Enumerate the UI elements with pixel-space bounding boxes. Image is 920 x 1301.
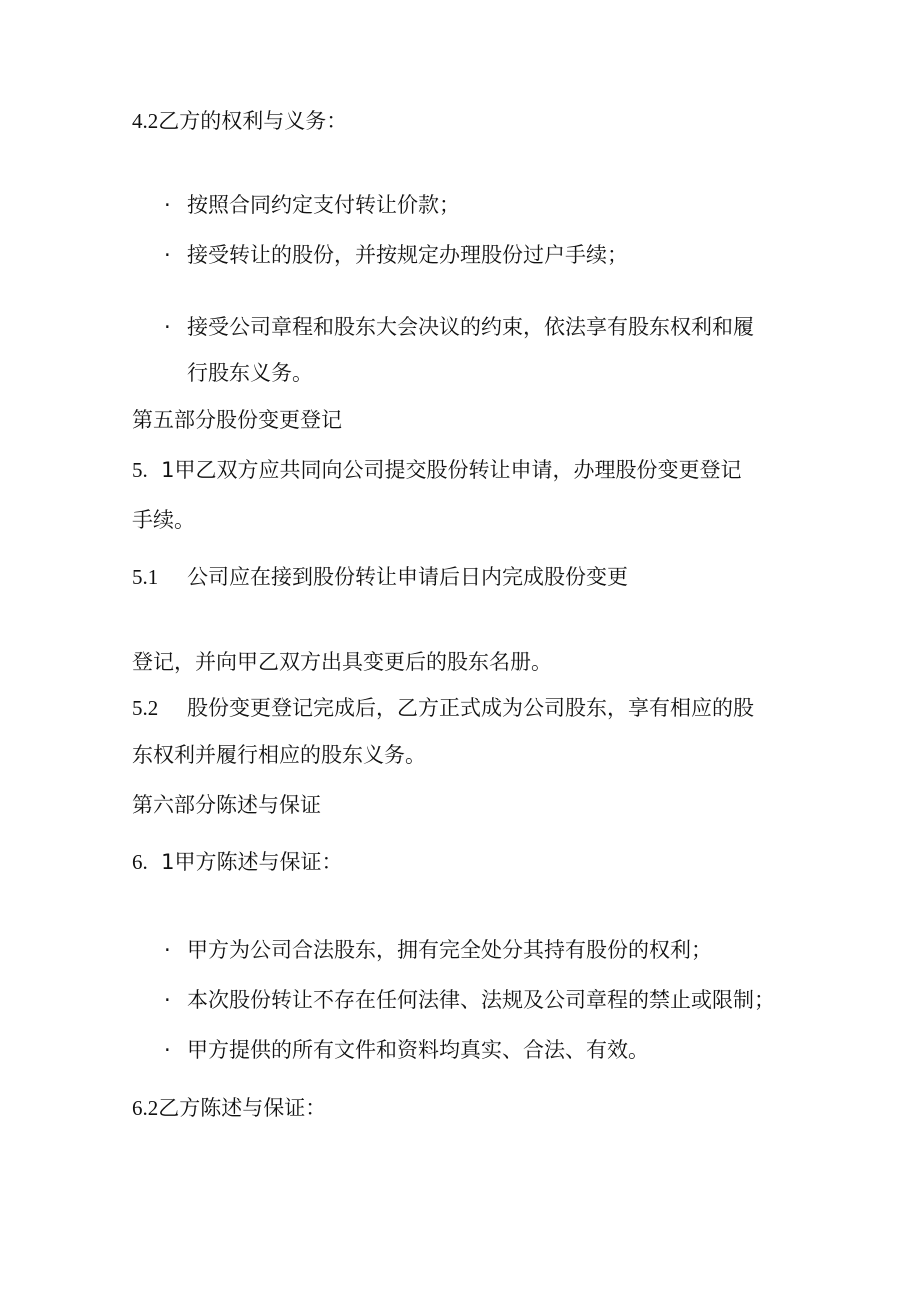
list-item-continuation: 行股东义务。 bbox=[187, 361, 313, 385]
list-item: 按照合同约定支付转让价款； bbox=[187, 193, 460, 217]
list-item: 本次股份转让不存在任何法律、法规及公司章程的禁止或限制； bbox=[187, 988, 775, 1012]
bullet-marker: · bbox=[164, 243, 171, 267]
list-item: 甲方提供的所有文件和资料均真实、合法、有效。 bbox=[187, 1038, 649, 1062]
paragraph-number: 5. bbox=[132, 458, 148, 482]
bullet-marker: · bbox=[164, 1038, 171, 1062]
paragraph-5-1a-continuation: 手续。 bbox=[132, 508, 195, 532]
paragraph-5-2 bbox=[132, 693, 158, 723]
section-6-2-heading bbox=[132, 1093, 326, 1123]
part-5-heading: 第五部分股份变更登记 bbox=[132, 408, 342, 432]
list-item: 接受公司章程和股东大会决议的约束，依法享有股东权利和履 bbox=[187, 315, 754, 339]
section-title: 1甲方陈述与保证： bbox=[161, 850, 343, 874]
section-number: 6. bbox=[132, 850, 148, 874]
section-4-2-heading bbox=[132, 106, 347, 136]
section-6-1-heading bbox=[132, 847, 342, 877]
bullet-marker: · bbox=[164, 315, 171, 339]
paragraph-5-2-continuation: 东权利并履行相应的股东义务。 bbox=[132, 743, 426, 767]
section-number: 4.2 bbox=[132, 109, 159, 133]
section-number: 6.2 bbox=[132, 1096, 159, 1120]
paragraph-5-1b-continuation: 登记，并向甲乙双方出具变更后的股东名册。 bbox=[132, 650, 552, 674]
section-title: 乙方的权利与义务： bbox=[158, 109, 348, 133]
list-item: 接受转让的股份，并按规定办理股份过户手续； bbox=[187, 243, 628, 267]
list-item: 甲方为公司合法股东，拥有完全处分其持有股份的权利； bbox=[187, 938, 712, 962]
paragraph-text: 1甲乙双方应共同向公司提交股份转让申请，办理股份变更登记 bbox=[161, 458, 742, 482]
paragraph-number: 5.2 bbox=[132, 696, 159, 720]
part-6-heading: 第六部分陈述与保证 bbox=[132, 793, 321, 817]
paragraph-5-1a bbox=[132, 455, 741, 485]
bullet-marker: · bbox=[164, 193, 171, 217]
bullet-marker: · bbox=[164, 988, 171, 1012]
section-title: 乙方陈述与保证： bbox=[158, 1096, 327, 1120]
paragraph-number: 5.1 bbox=[132, 565, 159, 589]
paragraph-5-1b bbox=[132, 562, 158, 592]
bullet-marker: · bbox=[164, 938, 171, 962]
paragraph-text: 股份变更登记完成后，乙方正式成为公司股东，享有相应的股 bbox=[187, 696, 754, 720]
paragraph-text: 公司应在接到股份转让申请后日内完成股份变更 bbox=[187, 565, 628, 589]
